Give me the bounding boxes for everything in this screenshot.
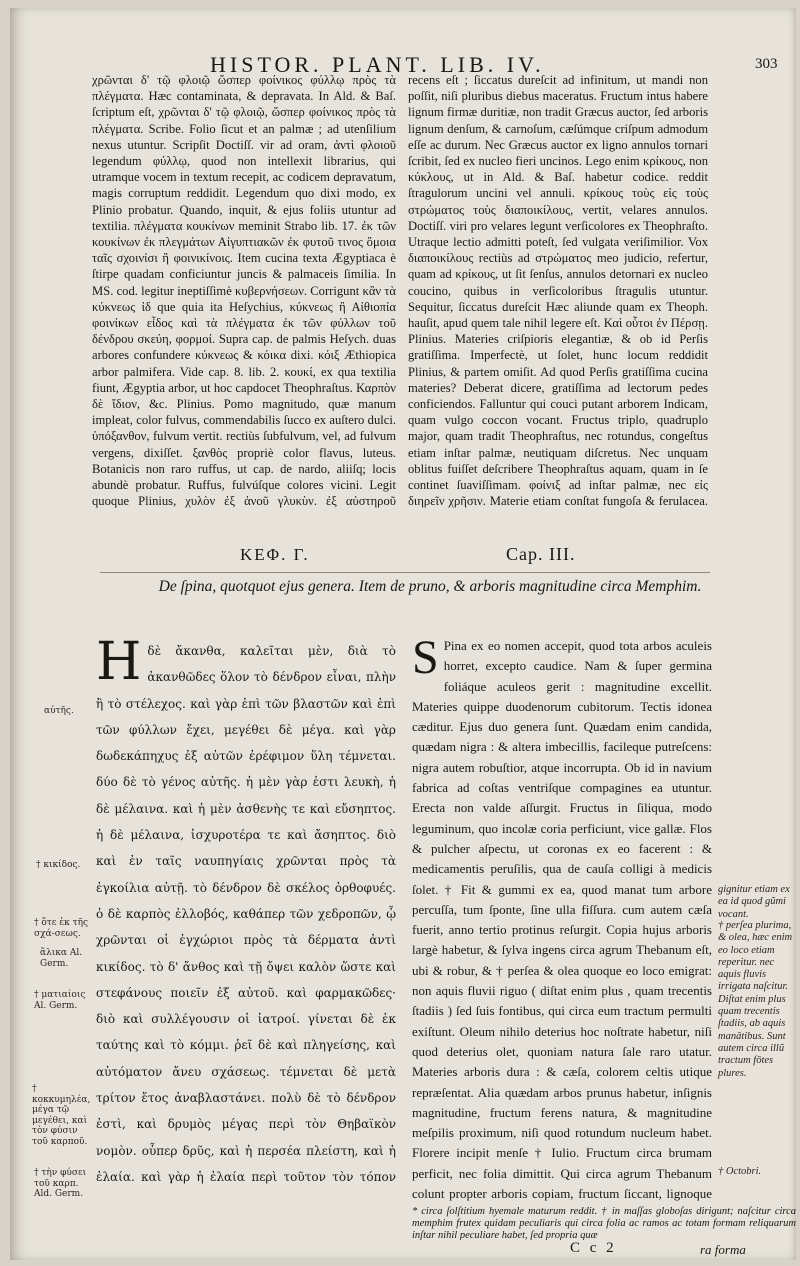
running-head: HISTOR. PLANT. LIB. IV. xyxy=(210,52,545,77)
chapter-heading-greek: ΚΕΦ. Γ. xyxy=(240,545,310,564)
commentary-left-text: χρῶνται δ' τῷ φλοιῷ ὥσπερ φοίνικος φύλλῳ πρὸς τὰ πλέγματα. Hæc contaminata, & depravata. In Ald. & Baſ. ſcriptum eſt, χρῶνται δ' τῷ φλοιῷ, ὥσπερ φοίνικος πρὸς τὰ πλέγματα. Scribe. Folio ſicut et an palmæ ; ad utenſilium nexus utuntur. Scripſit Doctiſſ. vir ad oram, ἀντὶ φλοιοῦ legendum φύλλῳ, quod non intellexit librarius, qui utramque vocem in textum recepit, ac codicem depravatum, magis corruptum reddidit. Legendum quo dixi modo, ex Plinio probatur. Quando, inquit, & ejus foliis utuntur ad textilia. πλέγματα κουκίνων meminit Strabo lib. 17. ἐκ τῶν κουκίνων ἐκ πλεγμάτων Αἰγυπτιακῶν ἐκ φυτοῦ τινος ὅμοια ταῖς σχοινίσι ἢ φοινικίνοις. Item cucina texta Ægyptiaca è ſtirpe quadam conficiuntur juncis & palmaceis ſimilia. In MS. cod. legitur ineptiſſimè κυβερνήσεων. Corrigunt κἂν τὰ κύκνεως ἰδ que quia ita Heſychius, κύκνεως ἢ Αἰθιοπία φοινίκων εἶδος καὶ τὰ πλέγματα ἐκ τῶν φύλλων τοῦ δένδρου σκεύη, φορμοί. Supra cap. de palmis Heſych. duas arbores confundere κύκνεως & κόικα dixi. κόιξ Æthiopica arbor palmifera. Vide cap. 8. lib. 2. κουκί, ex qua textilia fiunt, Ægyptia arbor, ut hoc capdocet Theophraſtus. Καρπὸν δὲ ἴδιον, &c. Plinius. Pomo magnitudo, quæ manum impleat, color fulvus, commendabilis ſucco ex auſtero dulci. ὑπόξανθον, fulvum vertit. rectiùs ſubfulvum, vel, ad fulvum vergens, dixiſſet. ξανθὸς propriè color flavus, luteus. Botanicis non raro ruffus, ut cap. de nardo, aliiſq; locis abundè probatur. Ruffus, fulvúſque colores vicini. Legit quoque Plinius, χυλὸν ἐξ ἀνοῦ γλυκὺν. ἐξ αὐστηροῦ xyxy=(92,73,396,509)
latin-margin-note-3: † Octobri. xyxy=(718,1166,762,1177)
signature-mark: C c 2 xyxy=(570,1240,617,1256)
greek-text-column xyxy=(96,638,396,1196)
latin-text-column xyxy=(412,636,712,1206)
greek-margin-note-6: † κοκκυμηλέα, μέγα τῷ μεγέθει, καὶ τὸν φύσιν τοῦ καρποῦ. xyxy=(32,1084,91,1147)
latin-margin-note-2: † perſea plurima, & olea, hæc enim eo loco etiam reperitur. nec aquis fluvis irrigata naſcitur. Diſtat enim plus quam trecentis ſtadiis, ab aquis manātibus. Sunt autem circa illũ tractum fōtes plures. xyxy=(718,920,793,1079)
commentary-right-column xyxy=(408,72,708,510)
greek-body-text: δὲ ἄκανθα, καλεῖται μὲν, διὰ τὸ ἀκανθῶδες ὅλον τὸ δένδρον εἶναι, πλὴν ἢ τὸ στέλεχος. καὶ γὰρ ἐπὶ τῶν βλαστῶν καὶ ἐπὶ τῶν φύλλων ἔχει, μεγέθει δὲ μέγα. καὶ γὰρ δωδεκάπηχυς ἐξ αὐτῶν ἐρέφιμον ὕλη τέμνεται. δύο δὲ τὸ γένος αὐτῆς. ἡ μὲν γὰρ ἐστι λευκὴ, ἡ δὲ μέλαινα. καὶ ἡ μὲν ἀσθενὴς τε καὶ εὔσηπτος. ἡ δὲ μέλαινα, ἰσχυροτέρα τε καὶ ἄσηπτος. διὸ καὶ ἐν ταῖς ναυπηγίαις χρῶνται πρὸς τὰ ἐγκοίλια αὐτῇ. τὸ δένδρον δὲ σκέλος ὀρθοφυές. ὁ δὲ καρπὸς ἐλλοβός, καθάπερ τῶν χεδροπῶν, ᾧ χρῶνται οἱ ἐγχώριοι πρὸς τὰ δέρματα ἀντὶ κικίδος. τὸ δ' ἄνθος καὶ τῇ ὄψει καλὸν ὥστε καὶ στεφάνους ποιεῖν ἐξ αὐτοῦ. καὶ φαρμακῶδες· διὸ καὶ συλλέγουσιν οἱ ἰατροί. γίνεται δὲ ἐκ ταύτης καὶ τὸ κόμμι. ῥεῖ δὲ καὶ πληγείσης, καὶ αὐτόματον ἄνευ σχάσεως. τέμνεται δὲ μετὰ τρίτον ἔτος ἀναβλαστάνει. πολὺ δὲ τὸ δένδρον ἐστὶ, καὶ δρυμὸς μέγας περὶ τὸν Θηβαϊκὸν νομὸν. οὗπερ δρῦς, καὶ ἡ περσέα πλείστη, καὶ ἡ ἐλαία. καὶ γὰρ ἡ ἐλαία περὶ τοῦτον τὸν τόπον xyxy=(96,644,396,1184)
page-number: 303 xyxy=(755,56,778,72)
latin-body-text: Pina ex eo nomen accepit, quod tota arbos aculeis horret, excepto caudice. Nam & ſuper germina foliáque aculeos gerit : magnitudine excellit. Materies quippe duodenorum cubitorum. Tectis idonea cæditur. Ejus duo genera ſunt. Quædam enim candida, quædam nigra : & altera imbecillis, facileque putreſcens: nigra autem robuſtior, atque incorrupta. Ob id in navium fabrica ad coſtas ventriſque compagines ea utuntur. Erecta non valde aſſurgit. Fructus in ſiliqua, modo leguminum, quo incolæ coria perficiunt, vice gallæ. Flos & pulcher aſpectu, ut coronas ex eo facerent : & medicamentis peruſilis, qua de cauſa colligi à medicis ſolet. † Fit & gummi ex ea, quod manat tum arbore percuſſa, tum ſponte, ſine ulla fiſſura. cum autem cæſa fuerit, anno tertio protinus reſurgit. Copia hujus arboris largè habetur, & ſylva ingens circa agrum Thebanum eſt, ubi & robur, & † perſea & olea quoque eo loco emigrat: non aquis fluvii riguo ( diſtat enim plus , quam trecentis ſtadiis ) ſed ſuis fontibus, qui circa eum tractum permulti exiſtunt. Oleum nihilo deterius hoc noſtrate habetur, niſi quod deterius olet, quoniam natura ſale raro utatur. Materies arboris dura : & cæſa, colorem celtis utique repræſentat. Alia quædam arbos prunus habetur, inſignis magnitudine, fructum ferens natura, & magnitudine meſpilis proximum, niſi quod rotundum nucleum habet. Florere incipit menſe † Iulio. Fructum circa brumam perficit, nec folia dimittit. Qui circa agrum Thebanum colunt propter arboris copiam, fructum ſiccant, lignoque xyxy=(412,638,712,1202)
greek-margin-note-7: † τὴν φύσει τοῦ καρπ. Ald. Germ. xyxy=(34,1168,87,1199)
catchword: ra forma xyxy=(700,1242,746,1257)
footnote: * circa ſolſtitium hyemale maturum reddit. † in maſſas globoſas dirigunt; naſcitur circa memphim frutex quidam peculiaris qui circa folia ac ramos ac totam formam reliquarum inſtar nihil peculiare habet, ſed propria quæ xyxy=(412,1206,796,1240)
chapter-heading-latin: Cap. III. xyxy=(506,544,576,564)
greek-margin-note-5: † ματιαίοις Al. Germ. xyxy=(34,990,86,1011)
commentary-right-text: recens eſt ; ſiccatus dureſcit ad infinitum, ut mandi non poſſit, niſi pluribus diebus maceratus. Fructum intus habere lignum firmæ duritiæ, non tradit Græcus auctor, ſed arboris lignum denſum, & carnoſum, cæſúmque criſpum admodum eſſe ac durum. Nec Græcus auctor ex ligno annulos tornari ſcribit, ſed ex nucleo fieri uncinos. Lego enim κρίκους, non κύκλους, ut in Ald. & Baſ. habetur codice. reddit ſtragulorum uncini vel annuli. κρίκους τοὺς εἰς τοὺς στρώματος τοὺς διαποικίλους, vertit, velares annulos. Doctiſſ. viri pro velares legunt verſicolores ex Theophraſto. Utraque lectio admitti poteſt, ſed vulgata veriſimilior. Vox διαποικίλους rectiùs ad στρώματος meo judicio, refertur, quam ad κρίκους, ut ſit ſenſus, annulos detornari ex nucleo coucino, quibus in verſicoloribus ſtragulis utuntur. Sequitur, ſiccatus dureſcit Hæc aliunde quam ex Theoph. hauſit, apud quem tale nihil legere eſt. Καὶ οὗτοι ἐν Πέρσῃ. Plinius. Materies criſpioris elegantiæ, & ob id Perſis gratiſſima. Imperfectè, ut ſolet, hunc locum reddidit Plinius, & partem omiſit. Ad quod Perſis gratiſſima cucina materies? Deberat dicere, gratiſſima ad lectorum pedes conficiendos. Falluntur qui couci putant arborem Indicam, quam vulgo coccon vocant. Fructus triplo, quadruplo major, quam tradit Theophraſtus, nec rotundus, congeſtus etiam inſtar palmæ, neutiquam diſcretus. Nec unquam oblitus fuiſſet deſcribere Theophraſtus aquam, quam in ſe continet ſuaviſſimam. φοίνιξ ad inſtar palmæ, nec εἰς διηρεῖν χρῆσιν. Materie etiam conſtat fungoſa & ferulacea. xyxy=(408,73,708,509)
greek-margin-note-2: † κικίδος. xyxy=(36,860,81,870)
section-rule xyxy=(100,572,710,573)
book-page xyxy=(10,8,796,1260)
chapter-title: De ſpina, quotquot ejus genera. Item de pruno, & arboris magnitudine circa Memphim. xyxy=(158,578,702,595)
greek-drop-initial: Η xyxy=(96,638,142,692)
greek-margin-note-4: ἅλικα Al. Germ. xyxy=(40,948,83,969)
commentary-left-column xyxy=(92,72,396,510)
greek-margin-note-3: † ὅτε ἐκ τῆς σχά-σεως. xyxy=(34,918,89,939)
latin-margin-note-1: gignitur etiam ex ea id quod gũmi vocant. xyxy=(718,884,790,920)
latin-drop-initial: S xyxy=(412,636,439,684)
greek-margin-note-1: αὐτῆς. xyxy=(44,706,74,716)
